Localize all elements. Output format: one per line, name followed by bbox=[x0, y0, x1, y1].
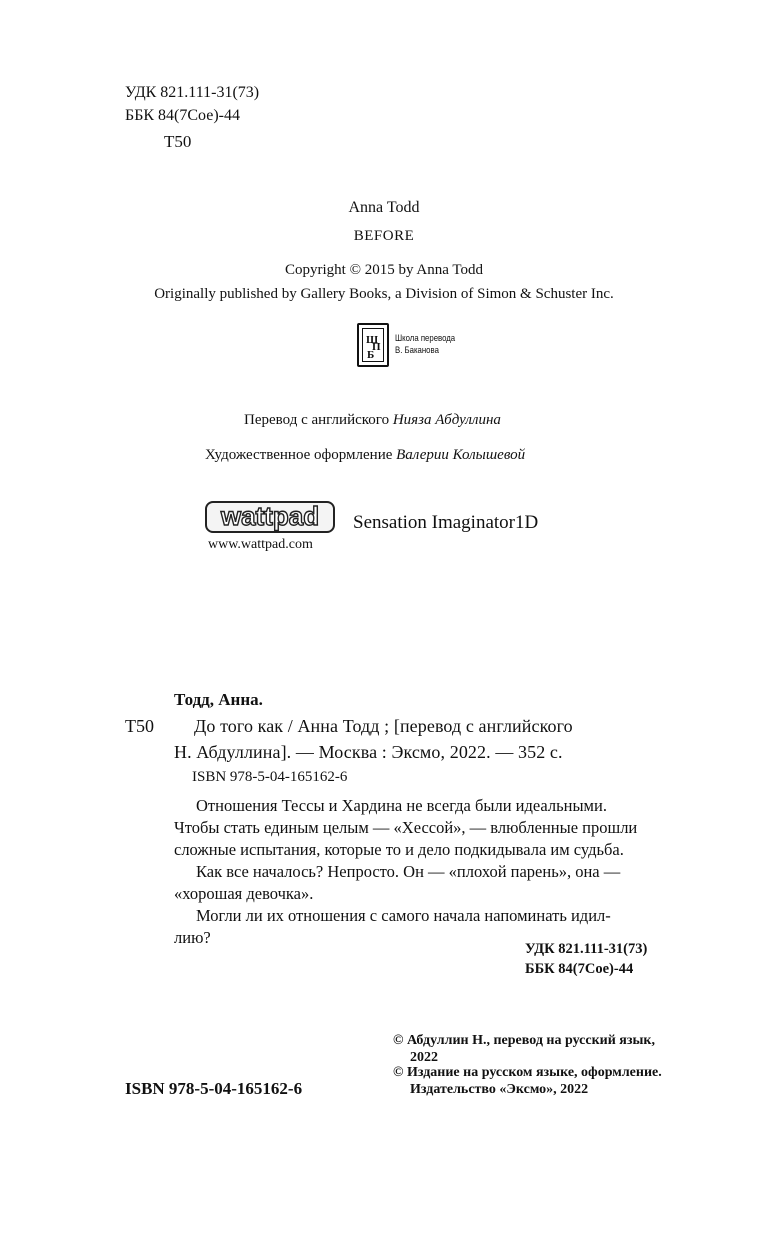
annotation-line: Как все началось? Непросто. Он — «плохой парень», она — bbox=[196, 862, 621, 881]
annotation-line: Могли ли их отношения с самого начала напоминать идил- bbox=[196, 906, 611, 925]
translation-copyright-year: 2022 bbox=[410, 1050, 438, 1065]
original-copyright: Copyright © 2015 by Anna Todd bbox=[285, 262, 483, 278]
bbk-code: ББК 84(7Сое)-44 bbox=[125, 107, 240, 124]
logo-letter: П bbox=[372, 341, 381, 353]
school-logo-line1: Школа перевода bbox=[395, 333, 456, 344]
school-logo-mark bbox=[362, 328, 384, 362]
translation-credit bbox=[244, 412, 501, 429]
logo-letter: Б bbox=[367, 349, 375, 361]
author-mark: Т50 bbox=[164, 132, 192, 151]
footer-isbn: ISBN 978-5-04-165162-6 bbox=[125, 1079, 303, 1098]
translation-label: Перевод с английского bbox=[244, 412, 390, 428]
annotation-line: лию? bbox=[174, 928, 211, 947]
original-author: Anna Todd bbox=[348, 199, 420, 216]
udk-code: УДК 821.111-31(73) bbox=[125, 84, 260, 101]
edition-copyright: © Издание на русском языке, оформление. bbox=[393, 1065, 662, 1080]
catalog-bbk: ББК 84(7Сое)-44 bbox=[525, 961, 634, 977]
design-credit bbox=[205, 447, 525, 464]
catalog-author: Тодд, Анна. bbox=[174, 690, 263, 709]
annotation-line: сложные испытания, которые то и дело подкидывала им судьба. bbox=[174, 840, 624, 859]
annotation-line: Отношения Тессы и Хардина не всегда были идеальными. bbox=[196, 796, 607, 815]
wattpad-url: www.wattpad.com bbox=[208, 537, 313, 552]
designer-name: Валерии Колышевой bbox=[396, 447, 526, 463]
catalog-isbn: ISBN 978-5-04-165162-6 bbox=[192, 769, 348, 785]
translation-copyright: © Абдуллин Н., перевод на русский язык, bbox=[393, 1033, 655, 1048]
catalog-udk: УДК 821.111-31(73) bbox=[525, 941, 648, 957]
school-logo-line2: В. Баканова bbox=[395, 345, 439, 356]
design-label: Художественное оформление bbox=[205, 447, 393, 463]
wattpad-author-line: Sensation Imaginator1D bbox=[353, 512, 539, 533]
annotation-line: «хорошая девочка». bbox=[174, 884, 314, 903]
catalog-imprint-line: Н. Абдуллина]. — Москва : Эксмо, 2022. — 352 с. bbox=[174, 742, 563, 762]
annotation-line: Чтобы стать единым целым — «Хессой», — влюбленные прошли bbox=[174, 818, 638, 837]
wattpad-logo: wattpad bbox=[205, 501, 335, 533]
original-publisher: Originally published by Gallery Books, a Division of Simon & Schuster Inc. bbox=[154, 286, 614, 302]
publisher-copyright: Издательство «Эксмо», 2022 bbox=[410, 1082, 589, 1097]
translator-name: Нияза Абдуллина bbox=[392, 412, 501, 428]
catalog-title-line: До того как / Анна Тодд ; [перевод с английского bbox=[194, 716, 573, 736]
logo-letter: Ш bbox=[366, 334, 379, 346]
school-logo bbox=[357, 323, 389, 367]
original-title: BEFORE bbox=[353, 228, 415, 244]
catalog-code: Т50 bbox=[125, 716, 154, 736]
school-logo-text bbox=[395, 333, 455, 357]
